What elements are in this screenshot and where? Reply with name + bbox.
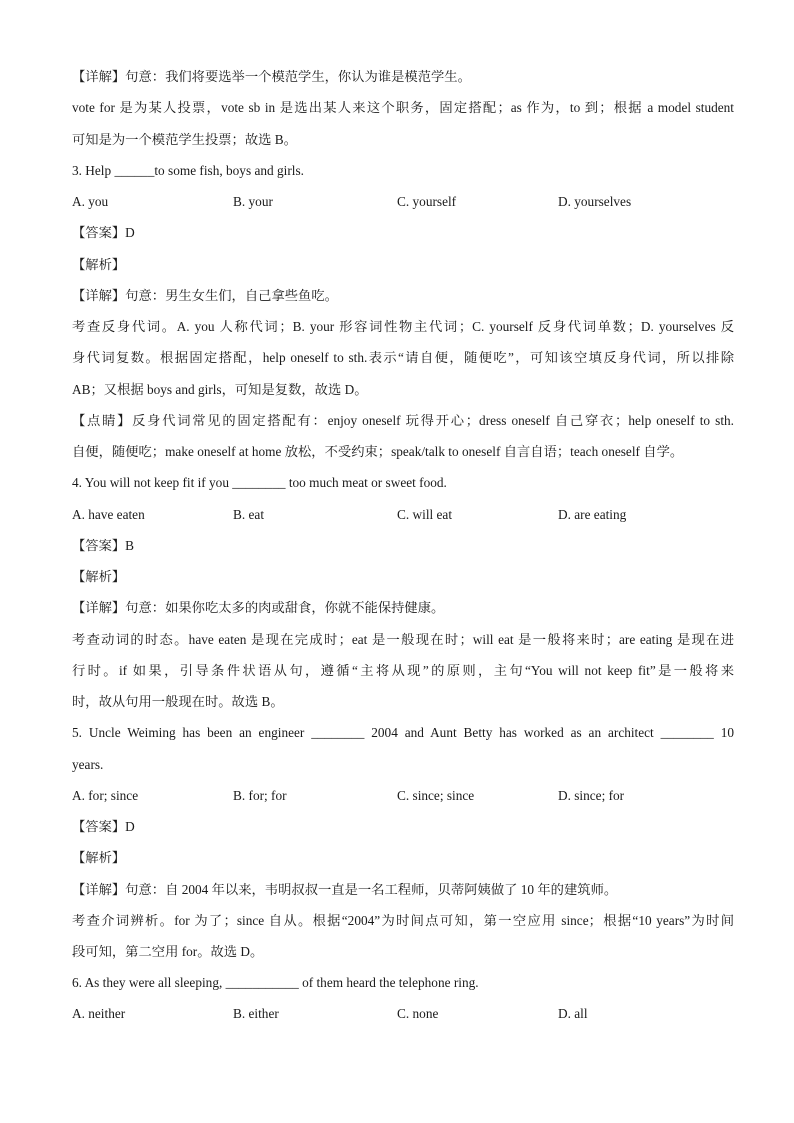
option-a: A. have eaten — [72, 507, 145, 522]
analysis-q4-line2: 行时。if 如果，引导条件状语从句，遵循“主将从现”的原则，主句“You will not keep fit”是一般将来 — [72, 663, 734, 678]
question-6: 6. As they were all sleeping, ___________ of them heard the telephone ring. — [72, 975, 479, 990]
option-b: B. for; for — [233, 788, 287, 803]
analysis-label-q5: 【解析】 — [72, 850, 126, 865]
detail-q4: 【详解】句意：如果你吃太多的肉或甜食，你就不能保持健康。 — [72, 600, 445, 615]
answer-q4: 【答案】B — [72, 538, 135, 553]
answer-q3: 【答案】D — [72, 225, 135, 240]
option-b: B. either — [233, 1006, 279, 1021]
answer-q5: 【答案】D — [72, 819, 135, 834]
options-q4 — [72, 505, 732, 525]
detail-q2: 【详解】句意：我们将要选举一个模范学生，你认为谁是模范学生。 — [72, 69, 471, 84]
option-d: D. are eating — [558, 507, 627, 522]
tip-q3-line1: 【点睛】反身代词常见的固定搭配有：enjoy oneself 玩得开心；dress oneself 自己穿衣；help oneself to sth. — [72, 413, 734, 428]
analysis-q2-line1: vote for 是为某人投票，vote sb in 是选出某人来这个职务，固定搭配；as 作为，to 到；根据 a model student — [72, 100, 734, 115]
detail-q3: 【详解】句意：男生女生们，自己拿些鱼吃。 — [72, 288, 338, 303]
option-d: D. yourselves — [558, 194, 632, 209]
option-c: C. yourself — [397, 194, 457, 209]
option-d: D. since; for — [558, 788, 625, 803]
question-5-line1: 5. Uncle Weiming has been an engineer ________ 2004 and Aunt Betty has worked as an architect ________ 10 — [72, 725, 734, 740]
option-c: C. will eat — [397, 507, 453, 522]
analysis-label-q3: 【解析】 — [72, 257, 126, 272]
analysis-q4-line1: 考查动词的时态。have eaten 是现在完成时；eat 是一般现在时；will eat 是一般将来时；are eating 是现在进 — [72, 632, 734, 647]
option-a: A. you — [72, 194, 109, 209]
analysis-q3-line2: 身代词复数。根据固定搭配，help oneself to sth.表示“请自便，随便吃”，可知该空填反身代词，所以排除 — [72, 350, 734, 365]
option-b: B. eat — [233, 507, 265, 522]
options-q3 — [72, 192, 732, 212]
option-a: A. for; since — [72, 788, 139, 803]
analysis-q5-line2: 段可知，第二空用 for。故选 D。 — [72, 944, 264, 959]
question-4: 4. You will not keep fit if you ________ too much meat or sweet food. — [72, 475, 447, 490]
option-d: D. all — [558, 1006, 588, 1021]
options-q6 — [72, 1004, 732, 1024]
analysis-q2-line2: 可知是为一个模范学生投票；故选 B。 — [72, 132, 297, 147]
option-b: B. your — [233, 194, 273, 209]
options-q5 — [72, 786, 732, 806]
analysis-q5-line1: 考查介词辨析。for 为了；since 自从。根据“2004”为时间点可知，第一空应用 since；根据“10 years”为时间 — [72, 913, 734, 928]
option-c: C. since; since — [397, 788, 475, 803]
analysis-q3-line1: 考查反身代词。A. you 人称代词；B. your 形容词性物主代词；C. yourself 反身代词单数；D. yourselves 反 — [72, 319, 734, 334]
analysis-q4-line3: 时，故从句用一般现在时。故选 B。 — [72, 694, 284, 709]
question-3: 3. Help ______to some fish, boys and girls. — [72, 163, 304, 178]
detail-q5: 【详解】句意：自 2004 年以来，韦明叔叔一直是一名工程师，贝蒂阿姨做了 10 年的建筑师。 — [72, 882, 618, 897]
option-c: C. none — [397, 1006, 439, 1021]
tip-q3-line2: 自便，随便吃；make oneself at home 放松，不受约束；speak/talk to oneself 自言自语；teach oneself 自学。 — [72, 444, 684, 459]
question-5-line2: years. — [72, 757, 104, 772]
analysis-q3-line3: AB；又根据 boys and girls，可知是复数，故选 D。 — [72, 382, 368, 397]
option-a: A. neither — [72, 1006, 126, 1021]
analysis-label-q4: 【解析】 — [72, 569, 126, 584]
